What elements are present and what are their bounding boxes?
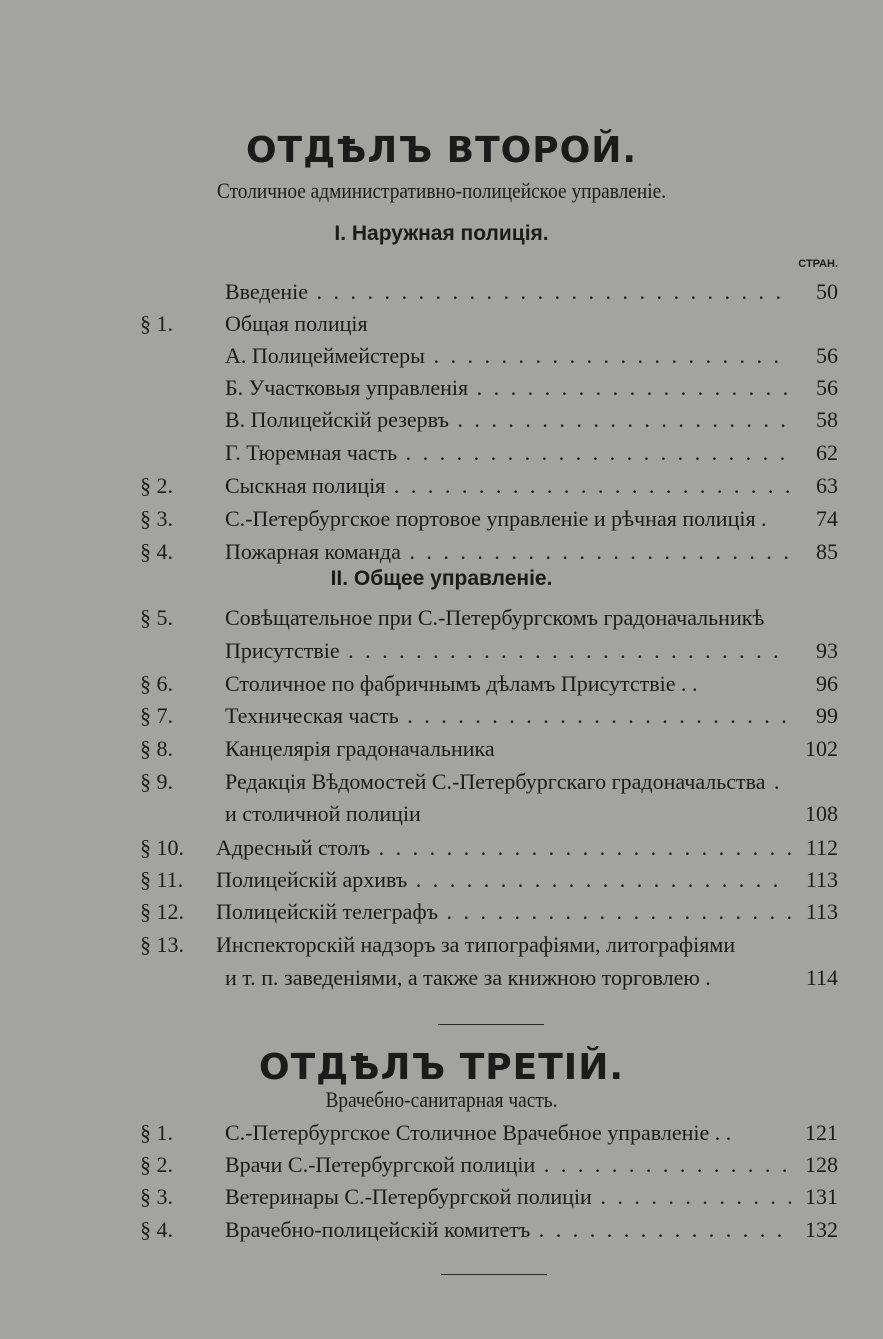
page-number: 121 (805, 1120, 838, 1145)
entry-title: С.-Петербургское Столичное Врачебное управленіе . . (225, 1120, 732, 1145)
section-number: § 1. (140, 311, 173, 336)
page-number: 74 (816, 506, 838, 531)
section-number: § 5. (140, 605, 173, 630)
page-number: 50 (816, 279, 838, 304)
toc-entry (0, 962, 883, 994)
entry-title: Совѣщательное при С.-Петербургскомъ градоначальникѣ (225, 605, 765, 630)
entry-title-cell (216, 832, 791, 864)
part-two-subtitle: Столичное административно-полицейское управленіе. (216, 178, 667, 203)
entry-title: Канцелярія градоначальника (225, 736, 495, 761)
page-number: 96 (816, 671, 838, 696)
part-two-title: ОТДѢЛЪ ВТОРОЙ. (245, 130, 638, 171)
entry-title: В. Полицейскій резервъ (225, 407, 449, 432)
external-police-heading: I. Наружная полиція. (334, 222, 549, 245)
entry-title-cell (225, 372, 791, 404)
section-number: § 3. (140, 1184, 173, 1209)
entry-title: Редакція Вѣдомостей С.-Петербургскаго градоначальства (225, 769, 766, 794)
entry-title-cell (216, 896, 791, 928)
part-three-subtitle: Врачебно-санитарная часть. (325, 1087, 558, 1112)
page-number: 102 (805, 736, 838, 761)
toc-entry (0, 832, 883, 864)
entry-title: Б. Участковыя управленія (225, 375, 469, 400)
toc-entry (0, 404, 883, 436)
entry-title-cell (225, 635, 791, 667)
entry-title: и т. п. заведеніями, а также за книжною торговлею . (225, 965, 711, 990)
entry-title-cell (225, 798, 791, 830)
general-administration-heading: II. Общее управленіе. (330, 567, 553, 590)
entry-title-cell (225, 437, 791, 469)
entry-title: Присутствіе (225, 638, 340, 663)
entry-title: С.-Петербургское портовое управленіе и рѣчная полиція . (225, 506, 767, 531)
entry-title-cell (216, 929, 791, 961)
divider-rule-bottom (441, 1274, 547, 1275)
entry-title-cell (225, 668, 791, 700)
toc-entry (0, 635, 883, 667)
entry-title: Столичное по фабричнымъ дѣламъ Присутствіе . . (225, 671, 698, 696)
page-number: 56 (816, 375, 838, 400)
entry-title: и столичной полиціи (225, 801, 421, 826)
toc-entry (0, 372, 883, 404)
entry-title-cell (225, 404, 791, 436)
entry-title: Г. Тюремная часть (225, 440, 398, 465)
toc-entry (0, 700, 883, 732)
page-number: 113 (805, 867, 838, 892)
page-number: 93 (816, 638, 838, 663)
entry-title-cell (225, 276, 791, 308)
entry-title-cell (225, 308, 791, 340)
toc-entry (0, 308, 883, 340)
page-number: 113 (805, 899, 838, 924)
section-number: § 2. (140, 473, 173, 498)
section-number: § 12. (140, 899, 184, 924)
entry-title-cell (225, 766, 791, 798)
entry-title-cell (225, 700, 791, 732)
toc-entry (0, 536, 883, 568)
section-number: § 6. (140, 671, 173, 696)
page-number: 128 (805, 1152, 838, 1177)
page-number: 58 (816, 407, 838, 432)
entry-title: Ветеринары С.-Петербургской полиціи (225, 1184, 592, 1209)
section-number: § 3. (140, 506, 173, 531)
entry-title-cell (225, 962, 791, 994)
toc-entry (0, 340, 883, 372)
toc-entry (0, 1214, 883, 1246)
entry-title: Адресный столъ (216, 835, 371, 860)
toc-entry (0, 668, 883, 700)
section-number: § 4. (140, 539, 173, 564)
entry-title: Врачи С.-Петербургской полиціи (225, 1152, 536, 1177)
section-number: § 10. (140, 835, 184, 860)
page-column-label: СТРАН. (798, 258, 838, 270)
toc-entry (0, 1149, 883, 1181)
entry-title: Полицейскій архивъ (216, 867, 408, 892)
entry-title-cell (225, 1117, 791, 1149)
page-number: 131 (805, 1184, 838, 1209)
toc-entry (0, 1117, 883, 1149)
entry-title-cell (225, 536, 791, 568)
entry-title-cell (216, 864, 791, 896)
section-number: § 1. (140, 1120, 173, 1145)
entry-title-cell (225, 733, 791, 765)
entry-title-cell (225, 1181, 791, 1213)
page-number: 56 (816, 343, 838, 368)
entry-title-cell (225, 503, 791, 535)
divider-rule (438, 1024, 544, 1025)
toc-entry (0, 503, 883, 535)
section-number: § 9. (140, 769, 173, 794)
entry-title-cell (225, 340, 791, 372)
toc-entry (0, 1181, 883, 1213)
entry-title: Сыскная полиція (225, 473, 386, 498)
section-number: § 11. (140, 867, 184, 892)
page-number: 132 (805, 1217, 838, 1242)
toc-entry (0, 766, 883, 798)
entry-title: Полицейскій телеграфъ (216, 899, 439, 924)
page-number: 108 (805, 801, 838, 826)
entry-title: Пожарная команда (225, 539, 401, 564)
page-number: 62 (816, 440, 838, 465)
page-number: 114 (805, 965, 838, 990)
toc-entry (0, 276, 883, 308)
entry-title: А. Полицеймейстеры (225, 343, 425, 368)
entry-title: Общая полиція (225, 311, 368, 336)
toc-entry (0, 798, 883, 830)
section-number: § 2. (140, 1152, 173, 1177)
toc-entry (0, 437, 883, 469)
page-number: 112 (805, 835, 838, 860)
toc-entry (0, 602, 883, 634)
entry-title-cell (225, 1149, 791, 1181)
entry-title-cell (225, 470, 791, 502)
section-number: § 8. (140, 736, 173, 761)
toc-entry (0, 864, 883, 896)
section-number: § 7. (140, 703, 173, 728)
entry-title: Врачебно-полицейскій комитетъ (225, 1217, 531, 1242)
page-number: 99 (816, 703, 838, 728)
page-number: 85 (816, 539, 838, 564)
toc-entry (0, 896, 883, 928)
part-three-title: ОТДѢЛЪ ТРЕТІЙ. (258, 1047, 625, 1088)
toc-entry (0, 733, 883, 765)
entry-title: Техническая часть (225, 703, 399, 728)
entry-title-cell (225, 602, 791, 634)
toc-entry (0, 929, 883, 961)
entry-title: Инспекторскій надзоръ за типографіями, литографіями (216, 932, 736, 957)
section-number: § 13. (140, 932, 184, 957)
entry-title: Введеніе (225, 279, 309, 304)
toc-entry (0, 470, 883, 502)
entry-title-cell (225, 1214, 791, 1246)
section-number: § 4. (140, 1217, 173, 1242)
page-number: 63 (816, 473, 838, 498)
